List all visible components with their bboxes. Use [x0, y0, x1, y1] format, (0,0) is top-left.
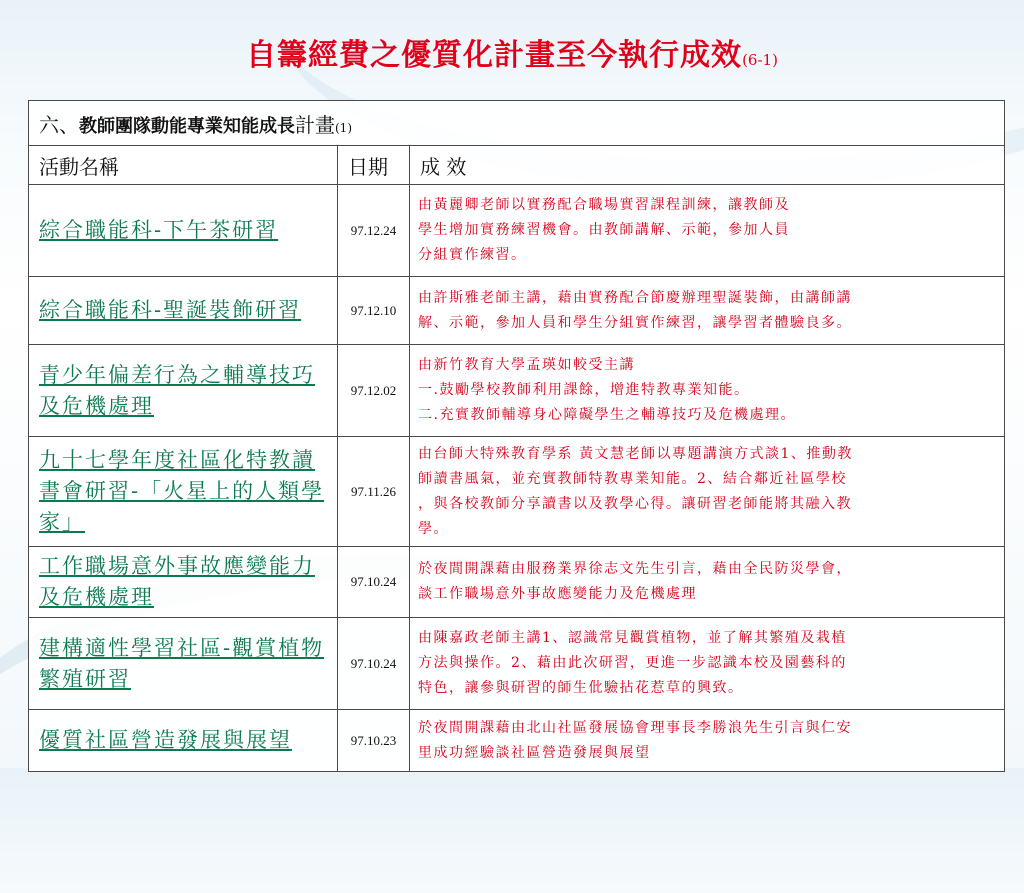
- result-line: 里成功經驗談社區營造發展與展望: [418, 744, 651, 761]
- date-cell: 97.10.23: [338, 710, 410, 772]
- activity-link[interactable]: 青少年偏差行為之輔導技巧及危機處理: [39, 362, 315, 418]
- result-line: 學生增加實務練習機會。由教師講解、示範，參加人員: [418, 222, 790, 238]
- result-line: 二.充實教師輔導身心障礙學生之輔導技巧及危機處理。: [418, 407, 796, 423]
- section-heading: [29, 101, 1005, 146]
- activity-link[interactable]: 優質社區營造發展與展望: [39, 728, 292, 752]
- slide-title-page-marker: (6-1): [742, 51, 778, 69]
- section-title-strong: 教師團隊動能專業知能成長: [79, 115, 295, 137]
- table-row: [29, 277, 1005, 345]
- date-cell: 97.10.24: [338, 547, 410, 618]
- result-cell: [410, 185, 1005, 277]
- result-line: 由台師大特殊教育學系 黃文慧老師以專題講演方式談1、推動教: [418, 445, 853, 462]
- header-result: 成 效: [410, 146, 1005, 185]
- result-line: 特色，讓參與研習的師生仳驗拈花惹草的興致。: [418, 680, 744, 696]
- activity-cell: [29, 185, 338, 277]
- activity-link[interactable]: 工作職場意外事故應變能力及危機處理: [39, 554, 315, 609]
- date-cell: 97.10.24: [338, 618, 410, 710]
- slide-title-text: 自籌經費之優質化計畫至今執行成效: [246, 38, 743, 73]
- table-row: [29, 618, 1005, 710]
- table-row: [29, 345, 1005, 437]
- date-cell: 97.12.24: [338, 185, 410, 277]
- result-line: 於夜間開課藉由北山社區發展協會理事長李勝浪先生引言與仁安: [418, 719, 852, 736]
- result-cell: [410, 277, 1005, 345]
- table-row: [29, 437, 1005, 547]
- activity-link[interactable]: 綜合職能科-下午茶研習: [39, 218, 279, 242]
- result-line: 由黃麗卿老師以實務配合職場實習課程訓練，讓教師及: [418, 197, 790, 213]
- result-cell: [410, 618, 1005, 710]
- date-cell: 97.12.02: [338, 345, 410, 437]
- activity-cell: [29, 345, 338, 437]
- activity-cell: [29, 437, 338, 547]
- result-line: 解、示範，參加人員和學生分組實作練習，讓學習者體驗良多。: [418, 314, 852, 331]
- section-title-tail: 計畫: [295, 112, 335, 137]
- result-line: ，與各校教師分享讀書以及教學心得。讓研習老師能將其融入教: [418, 495, 852, 512]
- result-cell: [410, 437, 1005, 547]
- slide-title: [0, 34, 1024, 82]
- table-row: [29, 710, 1005, 772]
- result-cell: [410, 710, 1005, 772]
- result-line: 由陳嘉政老師主講1、認識常見觀賞植物，並了解其繁殖及栽植: [418, 630, 847, 646]
- activity-table: [28, 100, 1005, 772]
- activity-link[interactable]: 九十七學年度社區化特教讀書會研習-「火星上的人類學家」: [39, 448, 325, 534]
- date-cell: 97.11.26: [338, 437, 410, 547]
- result-line: 學。: [418, 520, 449, 537]
- result-line: 師讀書風氣，並充實教師特教專業知能。2、結合鄰近社區學校: [418, 470, 847, 487]
- activity-cell: [29, 710, 338, 772]
- activity-cell: [29, 547, 338, 618]
- result-line: 談工作職場意外事故應變能力及危機處理: [418, 586, 697, 602]
- result-line: 方法與操作。2、藉由此次研習，更進一步認識本校及園藝科的: [418, 655, 847, 671]
- result-cell: [410, 345, 1005, 437]
- section-row: [29, 101, 1005, 146]
- activity-cell: [29, 277, 338, 345]
- table-row: [29, 547, 1005, 618]
- result-cell: [410, 547, 1005, 618]
- header-activity: 活動名稱: [29, 146, 338, 185]
- table-row: [29, 185, 1005, 277]
- result-line: 分組實作練習。: [418, 247, 527, 263]
- date-cell: 97.12.10: [338, 277, 410, 345]
- section-number: (1): [335, 120, 352, 135]
- result-line: 由新竹教育大學孟瑛如較受主講: [418, 357, 635, 373]
- result-line: 於夜間開課藉由服務業界徐志文先生引言，藉由全民防災學會，: [418, 561, 852, 577]
- result-line: 一.鼓勵學校教師利用課餘，增進特教專業知能。: [418, 382, 750, 398]
- result-line: 由許斯雅老師主講，藉由實務配合節慶辦理聖誕裝飾，由講師講: [418, 289, 852, 306]
- section-prefix: 六、: [39, 112, 79, 137]
- activity-link[interactable]: 建構適性學習社區-觀賞植物繁殖研習: [39, 635, 325, 691]
- table-body: [29, 185, 1005, 772]
- header-date: 日期: [338, 146, 410, 185]
- activity-cell: [29, 618, 338, 710]
- header-row: [29, 146, 1005, 185]
- activity-link[interactable]: 綜合職能科-聖誕裝飾研習: [39, 298, 302, 322]
